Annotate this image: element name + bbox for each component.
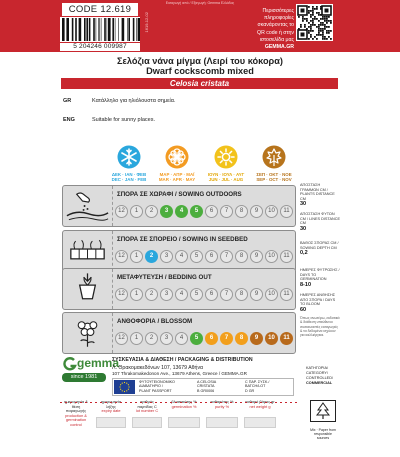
section-sowing-outdoors — [62, 185, 296, 227]
month-row — [115, 332, 293, 345]
section-label: ΣΠΟΡΑ ΣΕ ΣΠΟΡΕΙΟ / SOWING IN SEEDBED — [117, 236, 248, 243]
month-3: 3 — [160, 205, 173, 218]
footer-col-purity: καθαρότης % purity % — [210, 399, 234, 409]
product-title-en: Dwarf cockscomb mixed — [146, 66, 254, 76]
info-bloom-days: ΗΜΕΡΕΣ ΑΝΘΗΣΗΣ ΑΠΟ ΣΠΟΡΑ / DAYS TO BLOOM 60 — [300, 293, 336, 313]
month-9: 9 — [250, 288, 263, 301]
sun-icon — [214, 145, 238, 169]
brand-name: gemma — [77, 356, 120, 370]
month-5: 5 — [190, 288, 203, 301]
snowflake-icon — [117, 145, 141, 169]
section-label: ΜΕΤΑΦΥΤΕΥΣΗ / BEDDING OUT — [117, 274, 212, 281]
month-5: 5 — [190, 250, 203, 263]
month-12: 12 — [115, 205, 128, 218]
qr-info-text: Περισσότερες πληροφορίες σκανάροντας το QR code ή στην ιστοσελίδα μας GEMMA.GR — [257, 8, 294, 51]
month-8: 8 — [235, 250, 248, 263]
month-11: 11 — [280, 332, 293, 345]
fsc-tree-icon — [310, 400, 336, 422]
month-3: 3 — [160, 332, 173, 345]
leaf-icon — [262, 145, 286, 169]
season-summer-en: JUN · JUL · AUG — [208, 177, 244, 182]
barcode — [60, 17, 140, 42]
germination-box — [168, 417, 200, 428]
month-7: 7 — [220, 250, 233, 263]
season-spring-gr: ΜΑΡ · ΑΠΡ · ΜΑΪ — [159, 172, 195, 177]
flower-icon — [165, 145, 189, 169]
info-note: Όπως ανωτέρω, εκδοτικά & διάθεση υπεύθυνοι συσκευαστές εισαγωγείς & τα δεδομένα ισχύουν για καλλιέργεια. — [300, 316, 340, 338]
month-12: 12 — [115, 288, 128, 301]
expiry-box — [96, 417, 126, 428]
month-6: 6 — [205, 288, 218, 301]
season-autumn-en: SEP · OCT · NOV — [256, 177, 292, 182]
passport-ab: A CELOSIA CRISTATA B GR0006 — [197, 380, 217, 393]
month-3: 3 — [160, 250, 173, 263]
info-lines-distance: ΑΠΟΣΤΑΣΗ ΦΥΤΩΝ CM / LINES DISTANCE CM 30 — [300, 212, 341, 232]
month-1: 1 — [130, 332, 143, 345]
month-4: 4 — [175, 250, 188, 263]
fsc-logo — [310, 400, 336, 440]
month-1: 1 — [130, 250, 143, 263]
since-badge: since 1981 — [62, 373, 106, 382]
description-gr: Κατάλληλο για ηλιόλουστα σημεία. — [92, 98, 176, 104]
month-6: 6 — [205, 332, 218, 345]
month-9: 9 — [250, 205, 263, 218]
footer-columns — [62, 400, 306, 430]
header-bar — [0, 0, 400, 52]
footer-col-lot: αριθμός παρτίδας C lot number C — [135, 399, 159, 414]
latin-name: Celosia cristata — [61, 78, 338, 89]
month-7: 7 — [220, 205, 233, 218]
month-4: 4 — [175, 332, 188, 345]
info-germination-days: ΗΜΕΡΕΣ ΦΥΤΡΩΣΗΣ / DAYS TO GERMINATION 8-10 — [300, 268, 340, 288]
purity-box — [206, 417, 238, 428]
month-10: 10 — [265, 205, 278, 218]
section-label: ΑΝΘΟΦΟΡΙΑ / BLOSSOM — [117, 318, 193, 325]
season-winter-en: DEC · JAN · FEB — [111, 177, 147, 182]
lang-gr: GR — [63, 98, 72, 104]
header-top-text: Εισαγωγή από / Εξαγωγή: Gemma Ελλάδος — [165, 1, 235, 5]
eu-flag-icon — [114, 380, 135, 394]
month-row — [115, 250, 293, 263]
month-6: 6 — [205, 250, 218, 263]
side-number: 1619-12-02 — [144, 12, 149, 33]
footer-col-weight: καθαρό βάρος gr net weight g — [245, 399, 275, 409]
gemma-g-icon — [63, 357, 77, 371]
fsc-text: Mix · Paper from responsible sources — [310, 428, 336, 441]
month-2: 2 — [145, 288, 158, 301]
packaging-info: ΣΥΣΚΕΥΑΣΙΑ & ΔΙΑΘΕΣΗ / PACKAGING & DISTRIBUTION Λ. Θρακομακεδόνων 107, 13679 Αθήνα — [112, 357, 253, 371]
info-plants-distance: ΑΠΟΣΤΑΣΗ ΓΡΑΜΜΩΝ CM / PLANTS DISTANCE CM 30 — [300, 183, 335, 208]
passport-title: ΦΥΤΟΫΓΕΙΟΝΟΜΙΚΟ ΔΙΑΒΑΤΗΡΙΟ / PLANT PASSPORT — [139, 380, 175, 393]
season-winter-gr: ΔΕΚ · ΙΑΝ · ΦΕΒ — [111, 172, 147, 177]
pot-transplant-icon — [63, 269, 113, 309]
section-sowing-seedbed — [62, 230, 296, 272]
month-8: 8 — [235, 288, 248, 301]
barcode-number: 5 204246 009987 — [60, 43, 140, 51]
month-12: 12 — [115, 332, 128, 345]
section-label: ΣΠΟΡΑ ΣΕ ΧΩΡΑΦΙ / SOWING OUTDOORS — [117, 191, 242, 198]
month-6: 6 — [205, 205, 218, 218]
month-10: 10 — [265, 332, 278, 345]
month-5: 5 — [190, 205, 203, 218]
qr-code[interactable] — [296, 4, 333, 41]
season-autumn — [242, 145, 306, 182]
lot-box — [132, 417, 162, 428]
seedbed-tray-icon — [63, 231, 113, 271]
month-row — [115, 288, 293, 301]
passport-cd: C ΠΑΡ. ΣΥΣΚ./ BATCH/LOT D GR — [245, 380, 270, 393]
footer-col-germination: βλαστικότης % germination % — [171, 399, 197, 409]
season-autumn-gr: ΣΕΠ · ΟΚΤ · ΝΟΕ — [256, 172, 292, 177]
month-2: 2 — [145, 250, 158, 263]
month-7: 7 — [220, 332, 233, 345]
month-1: 1 — [130, 288, 143, 301]
month-9: 9 — [250, 250, 263, 263]
month-11: 11 — [280, 250, 293, 263]
season-spring-en: MAR · APR · MAY — [158, 177, 196, 182]
month-11: 11 — [280, 205, 293, 218]
month-11: 11 — [280, 288, 293, 301]
product-code: CODE 12.619 — [62, 3, 138, 16]
month-10: 10 — [265, 250, 278, 263]
footer-col-production: ημερομηνία & θέση παραγωγής production & germination control — [64, 399, 88, 427]
footer-col-expiry: ημερομηνία λήξης expiry date — [101, 399, 121, 414]
month-4: 4 — [175, 288, 188, 301]
plant-passport — [112, 378, 294, 396]
month-row — [115, 205, 293, 218]
season-summer-gr: ΙΟΥΝ · ΙΟΥΛ · ΑΥΓ — [207, 172, 245, 177]
info-sowing-depth: ΒΑΘΟΣ ΣΠΟΡΑΣ CM / SOWING DEPTH CM 0,2 — [300, 241, 339, 257]
month-12: 12 — [115, 250, 128, 263]
month-8: 8 — [235, 332, 248, 345]
month-5: 5 — [190, 332, 203, 345]
month-10: 10 — [265, 288, 278, 301]
weight-box — [244, 417, 276, 428]
section-blossom — [62, 312, 296, 354]
product-title-gr: Σελόζια νάνα μίγμα (Λειρί του κόκορα) — [117, 56, 283, 66]
month-9: 9 — [250, 332, 263, 345]
lang-en: ENG — [63, 117, 75, 123]
category-info: ΚΑΤΗΓΟΡΙΑ/ CATEGORY/ CONTROLLED/ COMMERCIAL — [306, 366, 334, 385]
section-bedding-out — [62, 268, 296, 310]
month-8: 8 — [235, 205, 248, 218]
description-en: Suitable for sunny places. — [92, 117, 155, 123]
blossom-flower-icon — [63, 313, 113, 353]
month-2: 2 — [145, 332, 158, 345]
month-3: 3 — [160, 288, 173, 301]
footer-dots — [60, 402, 300, 403]
month-4: 4 — [175, 205, 188, 218]
sowing-outdoors-icon — [63, 186, 113, 226]
month-7: 7 — [220, 288, 233, 301]
address-en: 107 Thrakomakedonon Ave., 13679 Athens, Greece / GEMMA.GR — [112, 371, 247, 376]
month-1: 1 — [130, 205, 143, 218]
month-2: 2 — [145, 205, 158, 218]
